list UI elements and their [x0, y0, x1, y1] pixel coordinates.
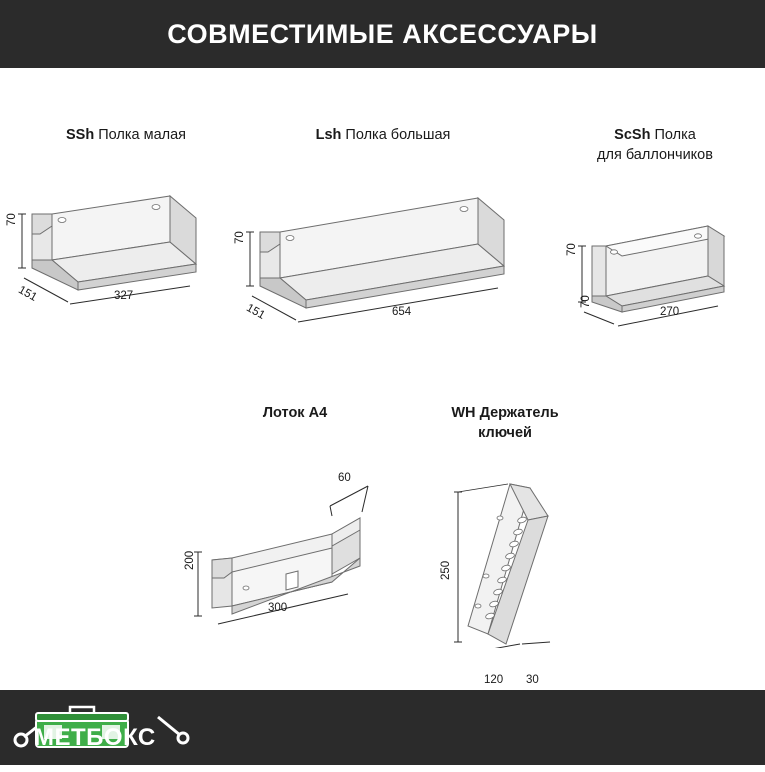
- ssh-dim-width: 327: [114, 290, 134, 302]
- product-tray-a4-caption: [180, 404, 410, 424]
- ssh-shelf-illustration: [10, 186, 230, 326]
- product-lsh-code: Lsh: [315, 127, 342, 143]
- product-wh-caption: [410, 404, 600, 443]
- product-ssh: [16, 126, 236, 146]
- product-tray-a4-drawing: [172, 448, 422, 628]
- product-ssh-name: Полка малая: [98, 127, 187, 143]
- brand-logo: [8, 697, 198, 759]
- product-ssh-drawing: [6, 186, 230, 326]
- wh-dim-width: 120: [484, 674, 504, 686]
- screwdriver-icon: [158, 717, 188, 743]
- lsh-dim-width: 654: [392, 306, 412, 318]
- product-scsh-name-line2: для баллончиков: [597, 146, 713, 163]
- page-header: [0, 0, 765, 68]
- product-wh: [410, 404, 600, 443]
- ssh-dim-height: 70: [6, 213, 18, 226]
- scsh-dim-depth: 70: [580, 295, 592, 308]
- tray-dim-depth: 60: [338, 472, 351, 484]
- page-footer: [0, 690, 765, 765]
- wh-dim-depth: 30: [526, 674, 539, 686]
- wh-wrench-holder-illustration: [400, 458, 580, 648]
- lsh-dim-depth: 151: [244, 302, 267, 322]
- product-scsh-caption: [560, 126, 750, 165]
- scsh-dim-width: 270: [660, 306, 680, 318]
- product-tray-a4-name: A4: [308, 405, 328, 421]
- product-lsh-name: Полка большая: [345, 127, 451, 143]
- product-wh-name: Держатель: [479, 405, 559, 421]
- product-lsh-drawing: [232, 186, 532, 331]
- tray-dim-width: 300: [268, 602, 288, 614]
- product-wh-drawing: [400, 458, 580, 686]
- accessories-diagram: [0, 68, 765, 690]
- product-scsh: [560, 126, 750, 165]
- brand-name: МЕТБОКС: [34, 723, 156, 751]
- scsh-dim-height: 70: [566, 243, 578, 256]
- product-scsh-name: Полка: [654, 127, 696, 143]
- wh-dim-height: 250: [440, 560, 452, 580]
- product-ssh-code: SSh: [65, 127, 95, 143]
- lsh-shelf-illustration: [232, 186, 532, 331]
- tray-dim-height: 200: [184, 550, 196, 570]
- product-wh-name-line2: ключей: [478, 424, 532, 441]
- product-tray-a4: [180, 404, 410, 424]
- ssh-dim-depth: 151: [16, 284, 39, 304]
- tray-a4-illustration: [172, 448, 422, 628]
- product-tray-a4-code: Лоток: [262, 405, 305, 421]
- product-lsh-caption: [248, 126, 518, 146]
- product-ssh-caption: [16, 126, 236, 146]
- product-lsh: [248, 126, 518, 146]
- product-scsh-drawing: [558, 196, 758, 336]
- scsh-shelf-illustration: [558, 196, 758, 336]
- product-scsh-code: ScSh: [614, 127, 651, 143]
- product-wh-code: WH: [451, 405, 476, 421]
- lsh-dim-height: 70: [234, 231, 246, 244]
- page-title: СОВМЕСТИМЫЕ АКСЕССУАРЫ: [167, 18, 598, 49]
